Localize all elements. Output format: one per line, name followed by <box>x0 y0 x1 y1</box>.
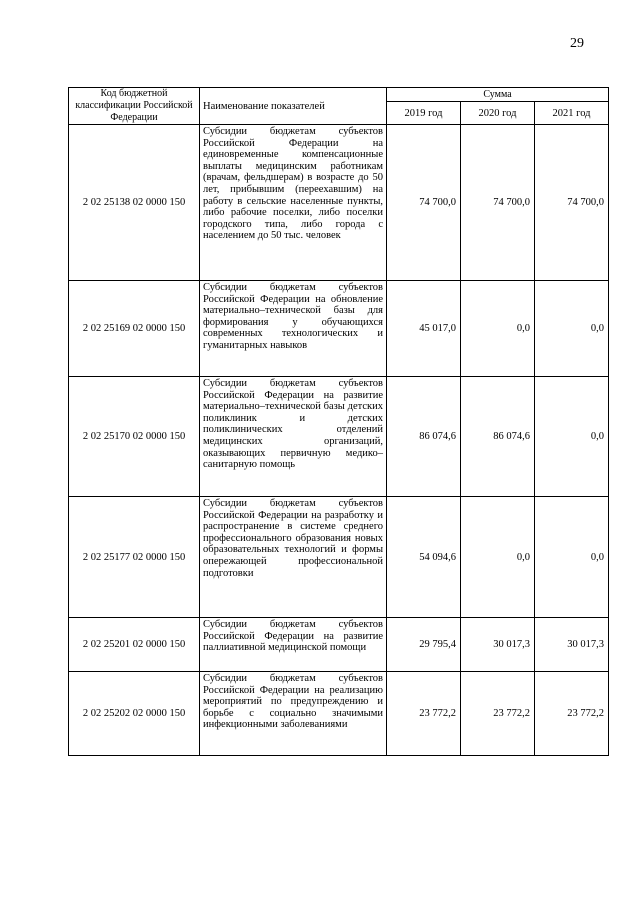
row-name: Субсидии бюджетам субъектов Российской Федерации на развитие материально–технической базы детских поликлиник и детских поликлинических отделений медицинских организаций, оказывающих первичную медико–санитарную помощь <box>200 377 387 497</box>
row-value-2021: 0,0 <box>535 377 609 497</box>
row-value-2021: 0,0 <box>535 281 609 377</box>
row-value-2019: 86 074,6 <box>387 377 461 497</box>
row-value-2019: 29 795,4 <box>387 618 461 672</box>
row-value-2019: 45 017,0 <box>387 281 461 377</box>
header-code: Код бюджетной классификации Российской Федерации <box>69 88 200 125</box>
row-value-2021: 23 772,2 <box>535 672 609 756</box>
row-value-2020: 0,0 <box>461 497 535 618</box>
row-value-2019: 23 772,2 <box>387 672 461 756</box>
row-value-2021: 0,0 <box>535 497 609 618</box>
table-row <box>69 377 609 497</box>
row-value-2020: 23 772,2 <box>461 672 535 756</box>
row-value-2020: 86 074,6 <box>461 377 535 497</box>
table-row <box>69 281 609 377</box>
row-code: 2 02 25201 02 0000 150 <box>69 618 200 672</box>
row-value-2020: 74 700,0 <box>461 125 535 281</box>
row-value-2019: 54 094,6 <box>387 497 461 618</box>
row-code: 2 02 25202 02 0000 150 <box>69 672 200 756</box>
row-code: 2 02 25169 02 0000 150 <box>69 281 200 377</box>
row-name: Субсидии бюджетам субъектов Российской Федерации на реализацию мероприятий по предупреждению и борьбе с социально значимыми инфекционными заболеваниями <box>200 672 387 756</box>
row-code: 2 02 25170 02 0000 150 <box>69 377 200 497</box>
row-code: 2 02 25138 02 0000 150 <box>69 125 200 281</box>
page-number: 29 <box>570 36 584 51</box>
table-row <box>69 618 609 672</box>
row-name: Субсидии бюджетам субъектов Российской Федерации на разработку и распространение в системе среднего профессионального образования новых образовательных технологий и формы опережающей профессиональной подготовки <box>200 497 387 618</box>
header-year-2020: 2020 год <box>461 102 535 125</box>
row-code: 2 02 25177 02 0000 150 <box>69 497 200 618</box>
header-sum: Сумма <box>387 88 609 102</box>
row-name: Субсидии бюджетам субъектов Российской Федерации на обновление материально–технической базы для формирования у обучающихся современных технологических и гуманитарных навыков <box>200 281 387 377</box>
table-row <box>69 497 609 618</box>
budget-table <box>68 87 609 756</box>
row-value-2020: 30 017,3 <box>461 618 535 672</box>
row-name: Субсидии бюджетам субъектов Российской Федерации на развитие паллиативной медицинской помощи <box>200 618 387 672</box>
row-value-2019: 74 700,0 <box>387 125 461 281</box>
table-row <box>69 672 609 756</box>
row-value-2020: 0,0 <box>461 281 535 377</box>
header-name: Наименование показателей <box>200 88 387 125</box>
header-year-2019: 2019 год <box>387 102 461 125</box>
row-value-2021: 74 700,0 <box>535 125 609 281</box>
table-row <box>69 125 609 281</box>
row-value-2021: 30 017,3 <box>535 618 609 672</box>
header-year-2021: 2021 год <box>535 102 609 125</box>
row-name: Субсидии бюджетам субъектов Российской Федерации на единовременные компенсационные выплаты медицинским работникам (врачам, фельдшерам) в возрасте до 50 лет, прибывшим (переехавшим) на работу в сельские населенные пункты, либо рабочие поселки, либо поселки городского типа, либо города с населением до 50 тыс. человек <box>200 125 387 281</box>
